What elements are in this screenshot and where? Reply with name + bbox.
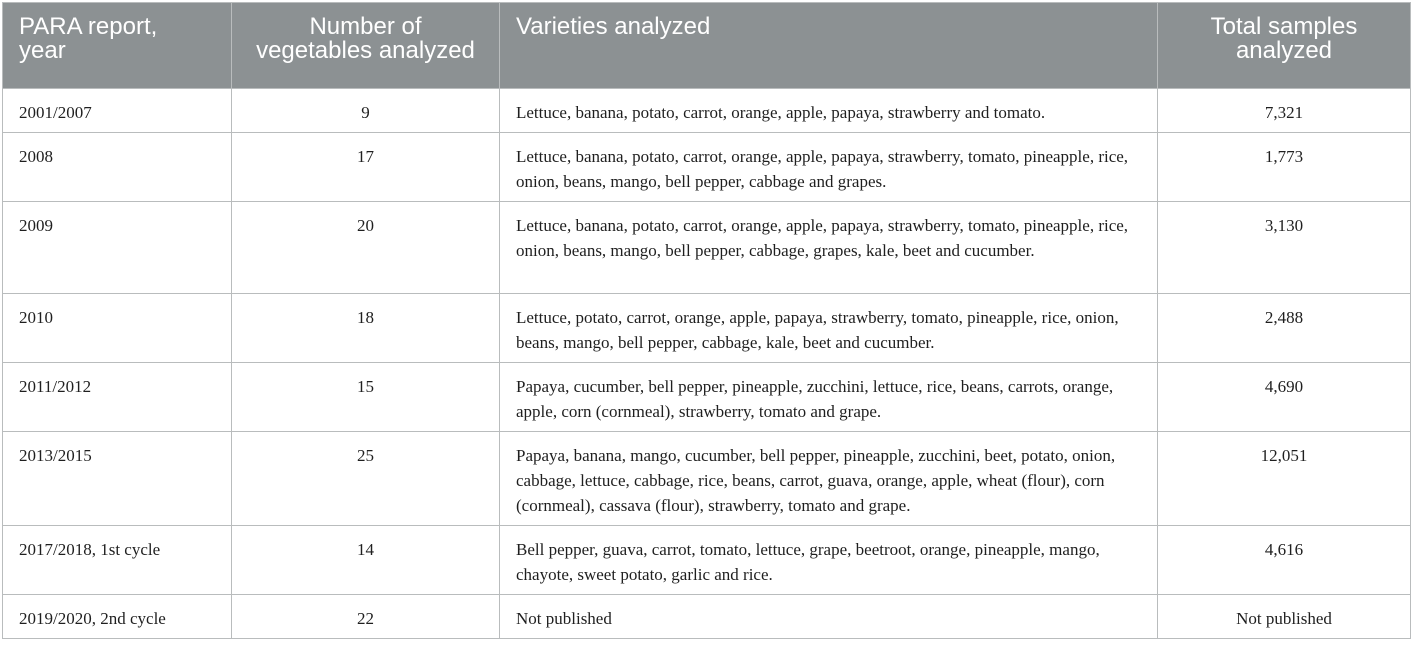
table-row: [3, 133, 1411, 202]
varieties-cell: Papaya, cucumber, bell pepper, pineapple, zucchini, lettuce, rice, beans, carrots, orange, apple, corn (cornmeal), strawberry, tomato and grape.: [500, 363, 1158, 432]
header-row: [3, 3, 1411, 89]
varieties-cell: Not published: [500, 595, 1158, 639]
table-row: [3, 294, 1411, 363]
vegetable-count-cell: 9: [232, 89, 500, 133]
varieties-cell: Lettuce, potato, carrot, orange, apple, papaya, strawberry, tomato, pineapple, rice, onion, beans, mango, bell pepper, cabbage, kale, beet and cucumber.: [500, 294, 1158, 363]
vegetable-count-cell: 15: [232, 363, 500, 432]
report-year-cell: 2013/2015: [3, 432, 232, 526]
table-row: [3, 89, 1411, 133]
report-year-cell: 2017/2018, 1st cycle: [3, 526, 232, 595]
vegetable-count-cell: 25: [232, 432, 500, 526]
varieties-cell: Lettuce, banana, potato, carrot, orange, apple, papaya, strawberry, tomato, pineapple, rice, onion, beans, mango, bell pepper, cabbage and grapes.: [500, 133, 1158, 202]
vegetable-count-cell: 20: [232, 202, 500, 294]
para-reports-table: [2, 2, 1411, 639]
table-header: [3, 3, 1411, 89]
report-year-cell: 2009: [3, 202, 232, 294]
report-year-cell: 2008: [3, 133, 232, 202]
total-samples-cell: 7,321: [1158, 89, 1411, 133]
total-samples-cell: 4,616: [1158, 526, 1411, 595]
header-varieties: Varieties analyzed: [500, 3, 1158, 89]
report-year-cell: 2010: [3, 294, 232, 363]
varieties-cell: Bell pepper, guava, carrot, tomato, lettuce, grape, beetroot, orange, pineapple, mango, chayote, sweet potato, garlic and rice.: [500, 526, 1158, 595]
total-samples-cell: 2,488: [1158, 294, 1411, 363]
header-vegetable-count: Number of vegetables analyzed: [232, 3, 500, 89]
vegetable-count-cell: 22: [232, 595, 500, 639]
header-total-samples: Total samples analyzed: [1158, 3, 1411, 89]
header-report-year: PARA report, year: [3, 3, 232, 89]
table-row: [3, 526, 1411, 595]
report-year-cell: 2011/2012: [3, 363, 232, 432]
varieties-cell: Lettuce, banana, potato, carrot, orange, apple, papaya, strawberry, tomato, pineapple, rice, onion, beans, mango, bell pepper, cabbage, grapes, kale, beet and cucumber.: [500, 202, 1158, 294]
total-samples-cell: 4,690: [1158, 363, 1411, 432]
table-row: [3, 432, 1411, 526]
vegetable-count-cell: 17: [232, 133, 500, 202]
varieties-cell: Papaya, banana, mango, cucumber, bell pepper, pineapple, zucchini, beet, potato, onion, cabbage, lettuce, cabbage, rice, beans, carrot, guava, orange, apple, wheat (flour), corn (cornmeal), cassava (flour), strawberry, tomato and grape.: [500, 432, 1158, 526]
vegetable-count-cell: 14: [232, 526, 500, 595]
table-body: [3, 89, 1411, 639]
table-row: [3, 202, 1411, 294]
total-samples-cell: 3,130: [1158, 202, 1411, 294]
total-samples-cell: 1,773: [1158, 133, 1411, 202]
report-year-cell: 2019/2020, 2nd cycle: [3, 595, 232, 639]
varieties-cell: Lettuce, banana, potato, carrot, orange, apple, papaya, strawberry and tomato.: [500, 89, 1158, 133]
table-row: [3, 595, 1411, 639]
table-row: [3, 363, 1411, 432]
total-samples-cell: 12,051: [1158, 432, 1411, 526]
report-year-cell: 2001/2007: [3, 89, 232, 133]
total-samples-cell: Not published: [1158, 595, 1411, 639]
vegetable-count-cell: 18: [232, 294, 500, 363]
